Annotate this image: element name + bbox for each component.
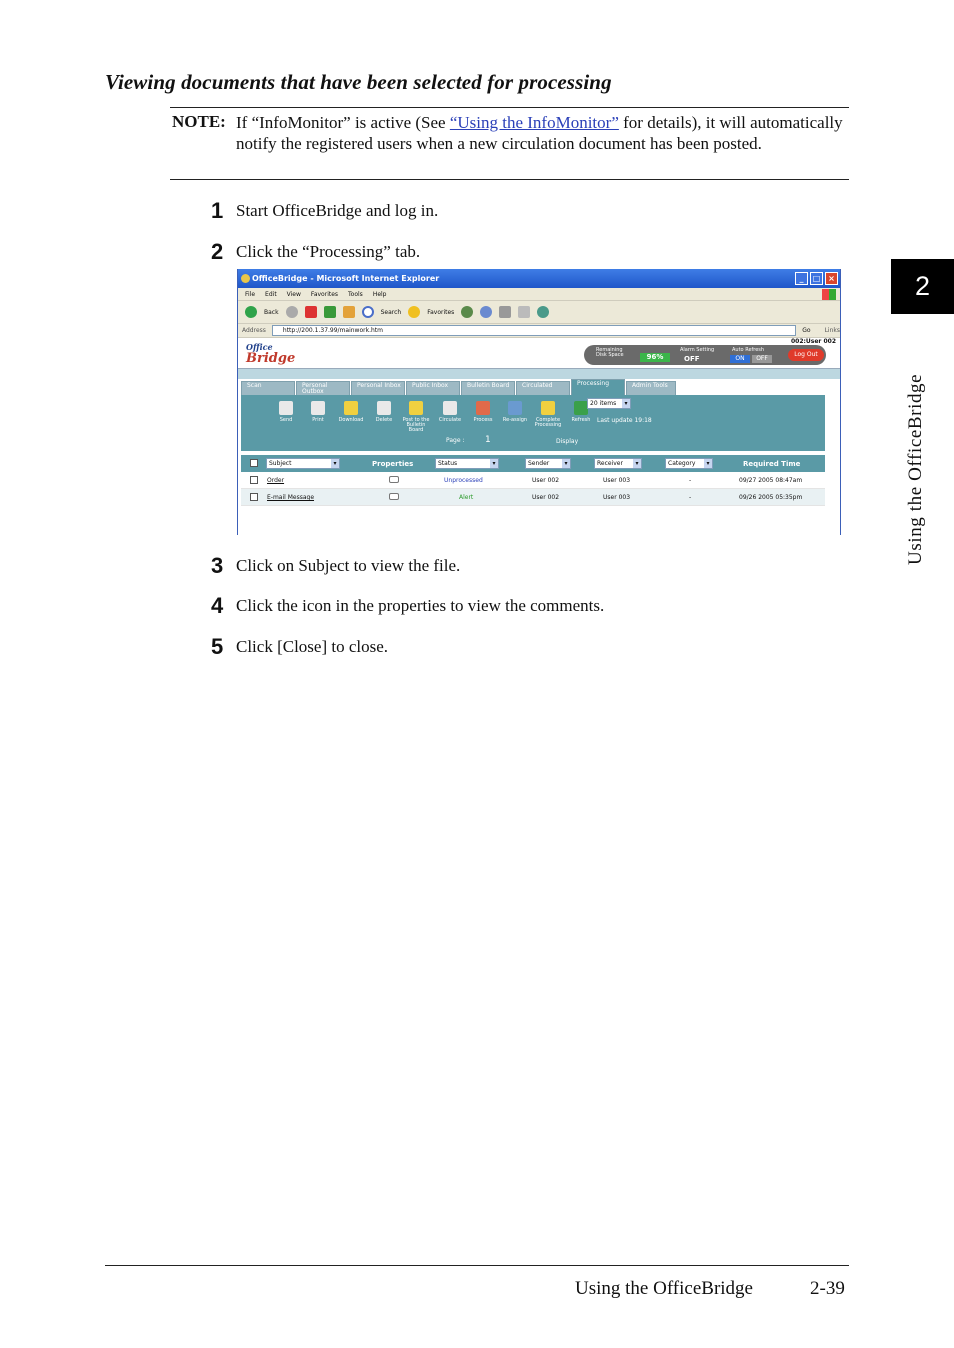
reassign-icon	[508, 401, 522, 415]
logout-button[interactable]: Log Out	[788, 349, 824, 361]
officebridge-header	[238, 338, 840, 369]
send-icon	[279, 401, 293, 415]
print-label: Print	[312, 417, 324, 423]
comment-icon[interactable]	[389, 476, 399, 483]
status-value: Unprocessed	[444, 477, 483, 484]
tab-personal-inbox[interactable]: Personal Inbox	[351, 381, 405, 395]
address-input[interactable]: http://200.1.37.99/mainwork.htm	[272, 325, 796, 336]
subject-link[interactable]: E-mail Message	[267, 494, 315, 501]
post-bulletin-tool[interactable]	[401, 401, 431, 433]
tab-public-inbox[interactable]: Public Inbox	[406, 381, 460, 395]
forward-icon[interactable]	[286, 306, 298, 318]
step-text: Click on Subject to view the file.	[236, 556, 461, 575]
back-label[interactable]: Back	[264, 308, 279, 316]
note-top-rule	[170, 107, 849, 108]
note-text-after: for details), it will automatically notify the registered users when a new circulation document has been posted.	[236, 113, 843, 153]
logo-office: Office	[246, 342, 273, 352]
note-text	[236, 112, 848, 154]
step-text: Click the “Processing” tab.	[236, 242, 421, 261]
category-value: -	[689, 494, 692, 501]
menu-tools[interactable]: Tools	[348, 290, 363, 298]
grid-header	[241, 455, 825, 472]
receiver-filter-select[interactable]: Receiver ▾	[594, 458, 642, 469]
tool-bar	[241, 395, 825, 451]
required-time-header: Required Time	[743, 460, 801, 468]
sender-value: User 002	[532, 477, 560, 484]
menu-help[interactable]: Help	[372, 290, 387, 298]
download-label: Download	[338, 417, 364, 423]
address-label: Address	[242, 327, 266, 334]
auto-refresh-label: Auto Refresh	[732, 347, 765, 353]
close-button[interactable]: ×	[825, 272, 838, 285]
infomonitor-link[interactable]: “Using the InfoMonitor”	[449, 113, 619, 132]
menu-bar	[238, 288, 840, 301]
last-update: Last update 19:18	[597, 417, 652, 424]
table-row	[241, 489, 825, 506]
refresh-label: Refresh	[571, 417, 591, 423]
history-icon[interactable]	[461, 306, 473, 318]
mail-icon[interactable]	[480, 306, 492, 318]
complete-label: Complete Processing	[534, 417, 562, 428]
browser-screenshot	[237, 269, 841, 535]
status-filter-select[interactable]: Status ▾	[435, 458, 499, 469]
logo-bridge: Bridge	[246, 351, 296, 366]
menu-favorites[interactable]: Favorites	[310, 290, 339, 298]
category-filter-select[interactable]: Category ▾	[665, 458, 713, 469]
favorites-label[interactable]: Favorites	[427, 308, 455, 316]
send-tool[interactable]	[271, 401, 301, 423]
search-label[interactable]: Search	[380, 308, 402, 316]
tab-processing[interactable]: Processing	[571, 379, 625, 395]
print-tool[interactable]	[303, 401, 333, 423]
browser-toolbar	[238, 301, 840, 324]
reassign-tool[interactable]	[500, 401, 530, 423]
table-row	[241, 472, 825, 489]
complete-icon	[541, 401, 555, 415]
circulate-label: Circulate	[438, 417, 462, 423]
process-label: Process	[473, 417, 493, 423]
alarm-setting-value[interactable]: OFF	[684, 355, 700, 363]
messenger-icon[interactable]	[537, 306, 549, 318]
step-number: 4	[211, 593, 224, 618]
subject-sort-select[interactable]: Subject ▾	[266, 458, 340, 469]
category-value: -	[689, 477, 692, 484]
refresh-icon	[574, 401, 588, 415]
delete-tool[interactable]	[369, 401, 399, 423]
tab-scan[interactable]: Scan	[241, 381, 295, 395]
officebridge-logo	[246, 341, 295, 365]
disk-space-value: 96%	[640, 353, 670, 362]
home-icon[interactable]	[343, 306, 355, 318]
step-number: 3	[211, 553, 224, 578]
step-number: 2	[211, 239, 224, 264]
send-label: Send	[279, 417, 293, 423]
page-number[interactable]: 1	[485, 435, 491, 445]
circulate-icon	[443, 401, 457, 415]
windows-logo-icon	[822, 289, 836, 300]
delete-label: Delete	[375, 417, 393, 423]
stop-icon[interactable]	[305, 306, 317, 318]
back-icon[interactable]	[245, 306, 257, 318]
select-all-checkbox[interactable]	[250, 459, 258, 467]
pin-icon	[409, 401, 423, 415]
edit-icon[interactable]	[518, 306, 530, 318]
tab-bulletin-board[interactable]: Bulletin Board	[461, 381, 515, 395]
print-icon[interactable]	[499, 306, 511, 318]
window-title: OfficeBridge - Microsoft Internet Explorer	[252, 274, 440, 283]
auto-refresh-off-button[interactable]: OFF	[752, 355, 772, 363]
chapter-tab: 2	[891, 259, 954, 314]
document-grid	[241, 455, 825, 506]
minimize-button[interactable]: _	[795, 272, 808, 285]
post-bulletin-label: Post to the Bulletin Board	[402, 417, 430, 433]
ie-icon	[241, 274, 250, 283]
process-icon	[476, 401, 490, 415]
header-band	[238, 369, 840, 379]
display-select[interactable]: 20 items ▾	[587, 398, 631, 409]
reassign-label: Re-assign	[502, 417, 528, 423]
alarm-setting-label: Alarm Setting	[680, 347, 715, 353]
page-number-footer: 2-39	[810, 1278, 845, 1299]
auto-refresh-on-button[interactable]: ON	[730, 355, 750, 363]
trash-icon	[377, 401, 391, 415]
section-title: Viewing documents that have been selected for processing	[105, 70, 612, 94]
note-label: NOTE:	[172, 112, 226, 131]
step-text: Click the icon in the properties to view the comments.	[236, 596, 605, 615]
step-text: Start OfficeBridge and log in.	[236, 201, 439, 220]
search-icon[interactable]	[362, 306, 374, 318]
refresh-icon[interactable]	[324, 306, 336, 318]
menu-edit[interactable]: Edit	[265, 290, 277, 298]
favorites-icon[interactable]	[408, 306, 420, 318]
print-icon	[311, 401, 325, 415]
tab-circulated[interactable]: Circulated	[516, 381, 570, 395]
download-tool[interactable]	[336, 401, 366, 423]
links-button[interactable]: Links	[824, 327, 840, 334]
comment-icon[interactable]	[389, 493, 399, 500]
chapter-side-label: Using the OfficeBridge	[905, 373, 926, 565]
receiver-value: User 003	[603, 494, 631, 501]
complete-processing-tool[interactable]	[533, 401, 563, 428]
sender-filter-select[interactable]: Sender ▾	[525, 458, 571, 469]
required-time-value: 09/27 2005 08:47am	[739, 477, 803, 484]
display-label: Display	[556, 438, 579, 445]
row-checkbox[interactable]	[250, 493, 258, 501]
row-checkbox[interactable]	[250, 476, 258, 484]
required-time-value: 09/26 2005 05:35pm	[739, 494, 803, 501]
go-button[interactable]: Go	[802, 327, 811, 334]
main-tabs	[238, 379, 840, 395]
footer-title: Using the OfficeBridge	[575, 1278, 753, 1299]
note-text-before: If “InfoMonitor” is active (See	[236, 113, 450, 132]
window-titlebar	[238, 269, 840, 288]
download-icon	[344, 401, 358, 415]
circulate-tool[interactable]	[435, 401, 465, 423]
step-number: 1	[211, 198, 224, 223]
properties-header: Properties	[372, 460, 414, 468]
tab-personal-outbox[interactable]: Personal Outbox	[296, 381, 350, 395]
page-label: Page :	[446, 437, 465, 444]
status-value: Alert	[459, 494, 474, 501]
process-tool[interactable]	[468, 401, 498, 423]
maximize-button[interactable]: □	[810, 272, 823, 285]
subject-link[interactable]: Order	[267, 477, 285, 484]
menu-file[interactable]: File	[245, 290, 256, 298]
receiver-value: User 003	[603, 477, 631, 484]
status-panel	[584, 345, 826, 365]
sender-value: User 002	[532, 494, 560, 501]
step-number: 5	[211, 634, 224, 659]
footer-rule	[105, 1265, 849, 1266]
note-bottom-rule	[170, 179, 849, 180]
current-user: 002:User 002	[790, 338, 836, 345]
disk-space-label: Remaining Disk Space	[596, 347, 624, 358]
address-bar	[238, 324, 840, 338]
tab-admin-tools[interactable]: Admin Tools	[626, 381, 676, 395]
menu-view[interactable]: View	[286, 290, 301, 298]
step-text: Click [Close] to close.	[236, 637, 389, 656]
